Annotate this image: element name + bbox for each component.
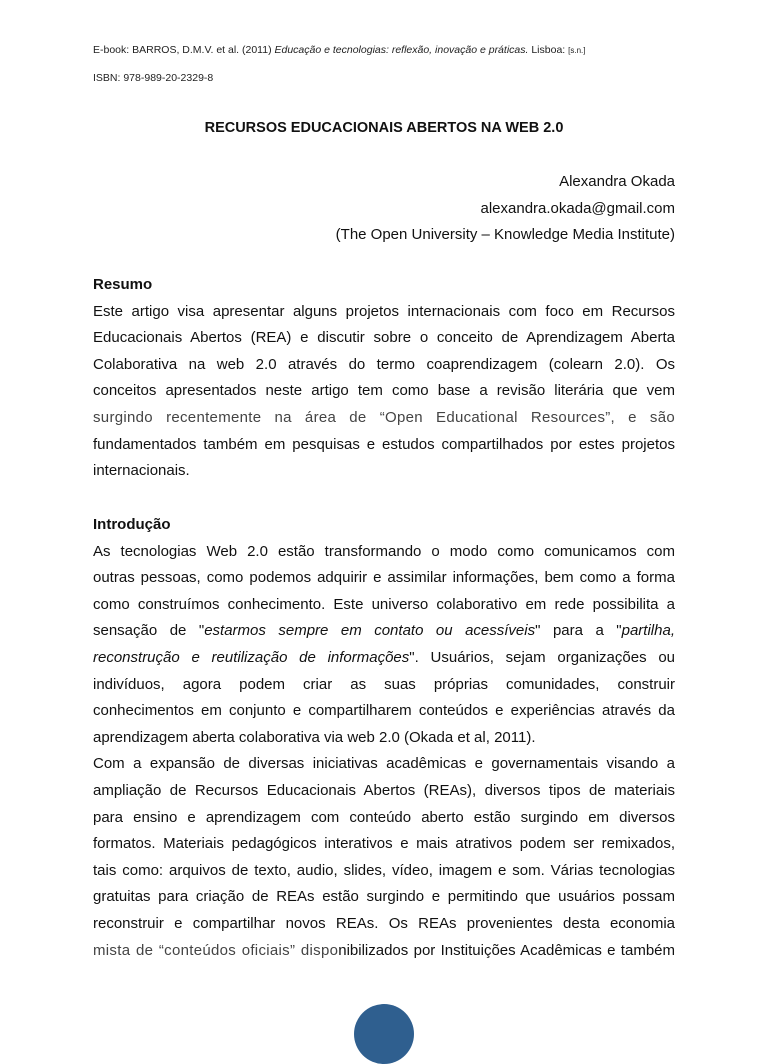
intro-line: formatos. Materiais pedagógicos interativos e mais atrativos podem ser remixados,: [93, 835, 675, 853]
intro-line: como construímos conhecimento. Este universo colaborativo em rede possibilita a: [93, 595, 675, 613]
intro-text: nibilizados por Instituições Acadêmicas e também: [338, 941, 675, 959]
intro-line: Com a expansão de diversas iniciativas acadêmicas e governamentais visando a: [93, 755, 675, 773]
citation-book-title: Educação e tecnologias: reflexão, inovação e práticas.: [274, 44, 529, 56]
author-block: [93, 169, 675, 249]
intro-line: As tecnologias Web 2.0 estão transformando o modo como comunicamos com: [93, 542, 675, 560]
intro-italic: partilha,: [621, 622, 675, 640]
resumo-line: Este artigo visa apresentar alguns projetos internacionais com foco em Recursos: [93, 302, 675, 320]
intro-line: [93, 618, 675, 645]
introducao-heading: Introdução: [93, 516, 171, 533]
intro-italic: estarmos sempre em contato ou acessíveis: [204, 622, 536, 640]
resumo-line: surgindo recentemente na área de “Open Educational Resources”, e são: [93, 408, 675, 426]
intro-text: sensação de ": [93, 622, 205, 640]
intro-line: conhecimentos em conjunto e compartilharem conteúdos e experiências através da: [93, 702, 675, 720]
resumo-line: Educacionais Abertos (REA) e discutir sobre o conceito de Aprendizagem Aberta: [93, 329, 675, 347]
resumo-line: Colaborativa na web 2.0 através do termo coaprendizagem (colearn 2.0). Os: [93, 355, 675, 373]
intro-line: reconstruir e compartilhar novos REAs. Os REAs provenientes desta economia: [93, 914, 675, 932]
resumo-line: internacionais.: [93, 462, 190, 480]
intro-line: outras pessoas, como podemos adquirir e assimilar informações, bem como a forma: [93, 569, 675, 587]
resumo-line: fundamentados também em pesquisas e estudos compartilhados por estes projetos: [93, 435, 675, 453]
intro-text: ". Usuários, sejam organizações ou: [409, 648, 676, 666]
citation-prefix: E-book: BARROS, D.M.V. et al. (2011): [93, 44, 275, 56]
intro-line: aprendizagem aberta colaborativa via web 2.0 (Okada et al, 2011).: [93, 728, 536, 746]
introducao-paragraph-1: [93, 539, 675, 752]
resumo-heading: Resumo: [93, 276, 153, 293]
citation-header: [93, 43, 585, 58]
author-name: Alexandra Okada: [559, 173, 675, 190]
intro-line: [93, 938, 675, 965]
intro-line: tais como: arquivos de texto, audio, slides, vídeo, imagem e som. Várias tecnologias: [93, 861, 675, 879]
citation-sn: [s.n.]: [568, 46, 586, 55]
article-title: RECURSOS EDUCACIONAIS ABERTOS NA WEB 2.0: [204, 120, 564, 136]
author-affiliation: (The Open University – Knowledge Media Institute): [335, 226, 675, 244]
resumo-paragraph: [93, 299, 675, 485]
isbn-line: ISBN: 978-989-20-2329-8: [93, 72, 214, 84]
introducao-section: [93, 512, 675, 964]
introducao-paragraph-2: [93, 751, 675, 964]
intro-line: [93, 645, 675, 672]
intro-text: mista de “conteúdos oficiais” dispo: [93, 941, 339, 959]
intro-line: ampliação de Recursos Educacionais Abertos (REAs), diversos tipos de materiais: [93, 781, 675, 799]
intro-line: indivíduos, agora podem criar as suas próprias comunidades, construir: [93, 675, 675, 693]
intro-line: para ensino e aprendizagem com conteúdo aberto estão surgindo em diversos: [93, 808, 675, 826]
intro-text: " para a ": [535, 622, 622, 640]
resumo-section: [93, 272, 675, 485]
citation-suffix: Lisboa:: [528, 44, 569, 56]
intro-line: gratuitas para criação de REAs estão surgindo e permitindo que usuários possam: [93, 888, 675, 906]
author-email: alexandra.okada@gmail.com: [480, 199, 675, 217]
intro-italic: reconstrução e reutilização de informações: [93, 648, 410, 666]
page-number-marker: [354, 1004, 414, 1064]
resumo-line: conceitos apresentados neste artigo tem como base a revisão literária que vem: [93, 382, 675, 400]
